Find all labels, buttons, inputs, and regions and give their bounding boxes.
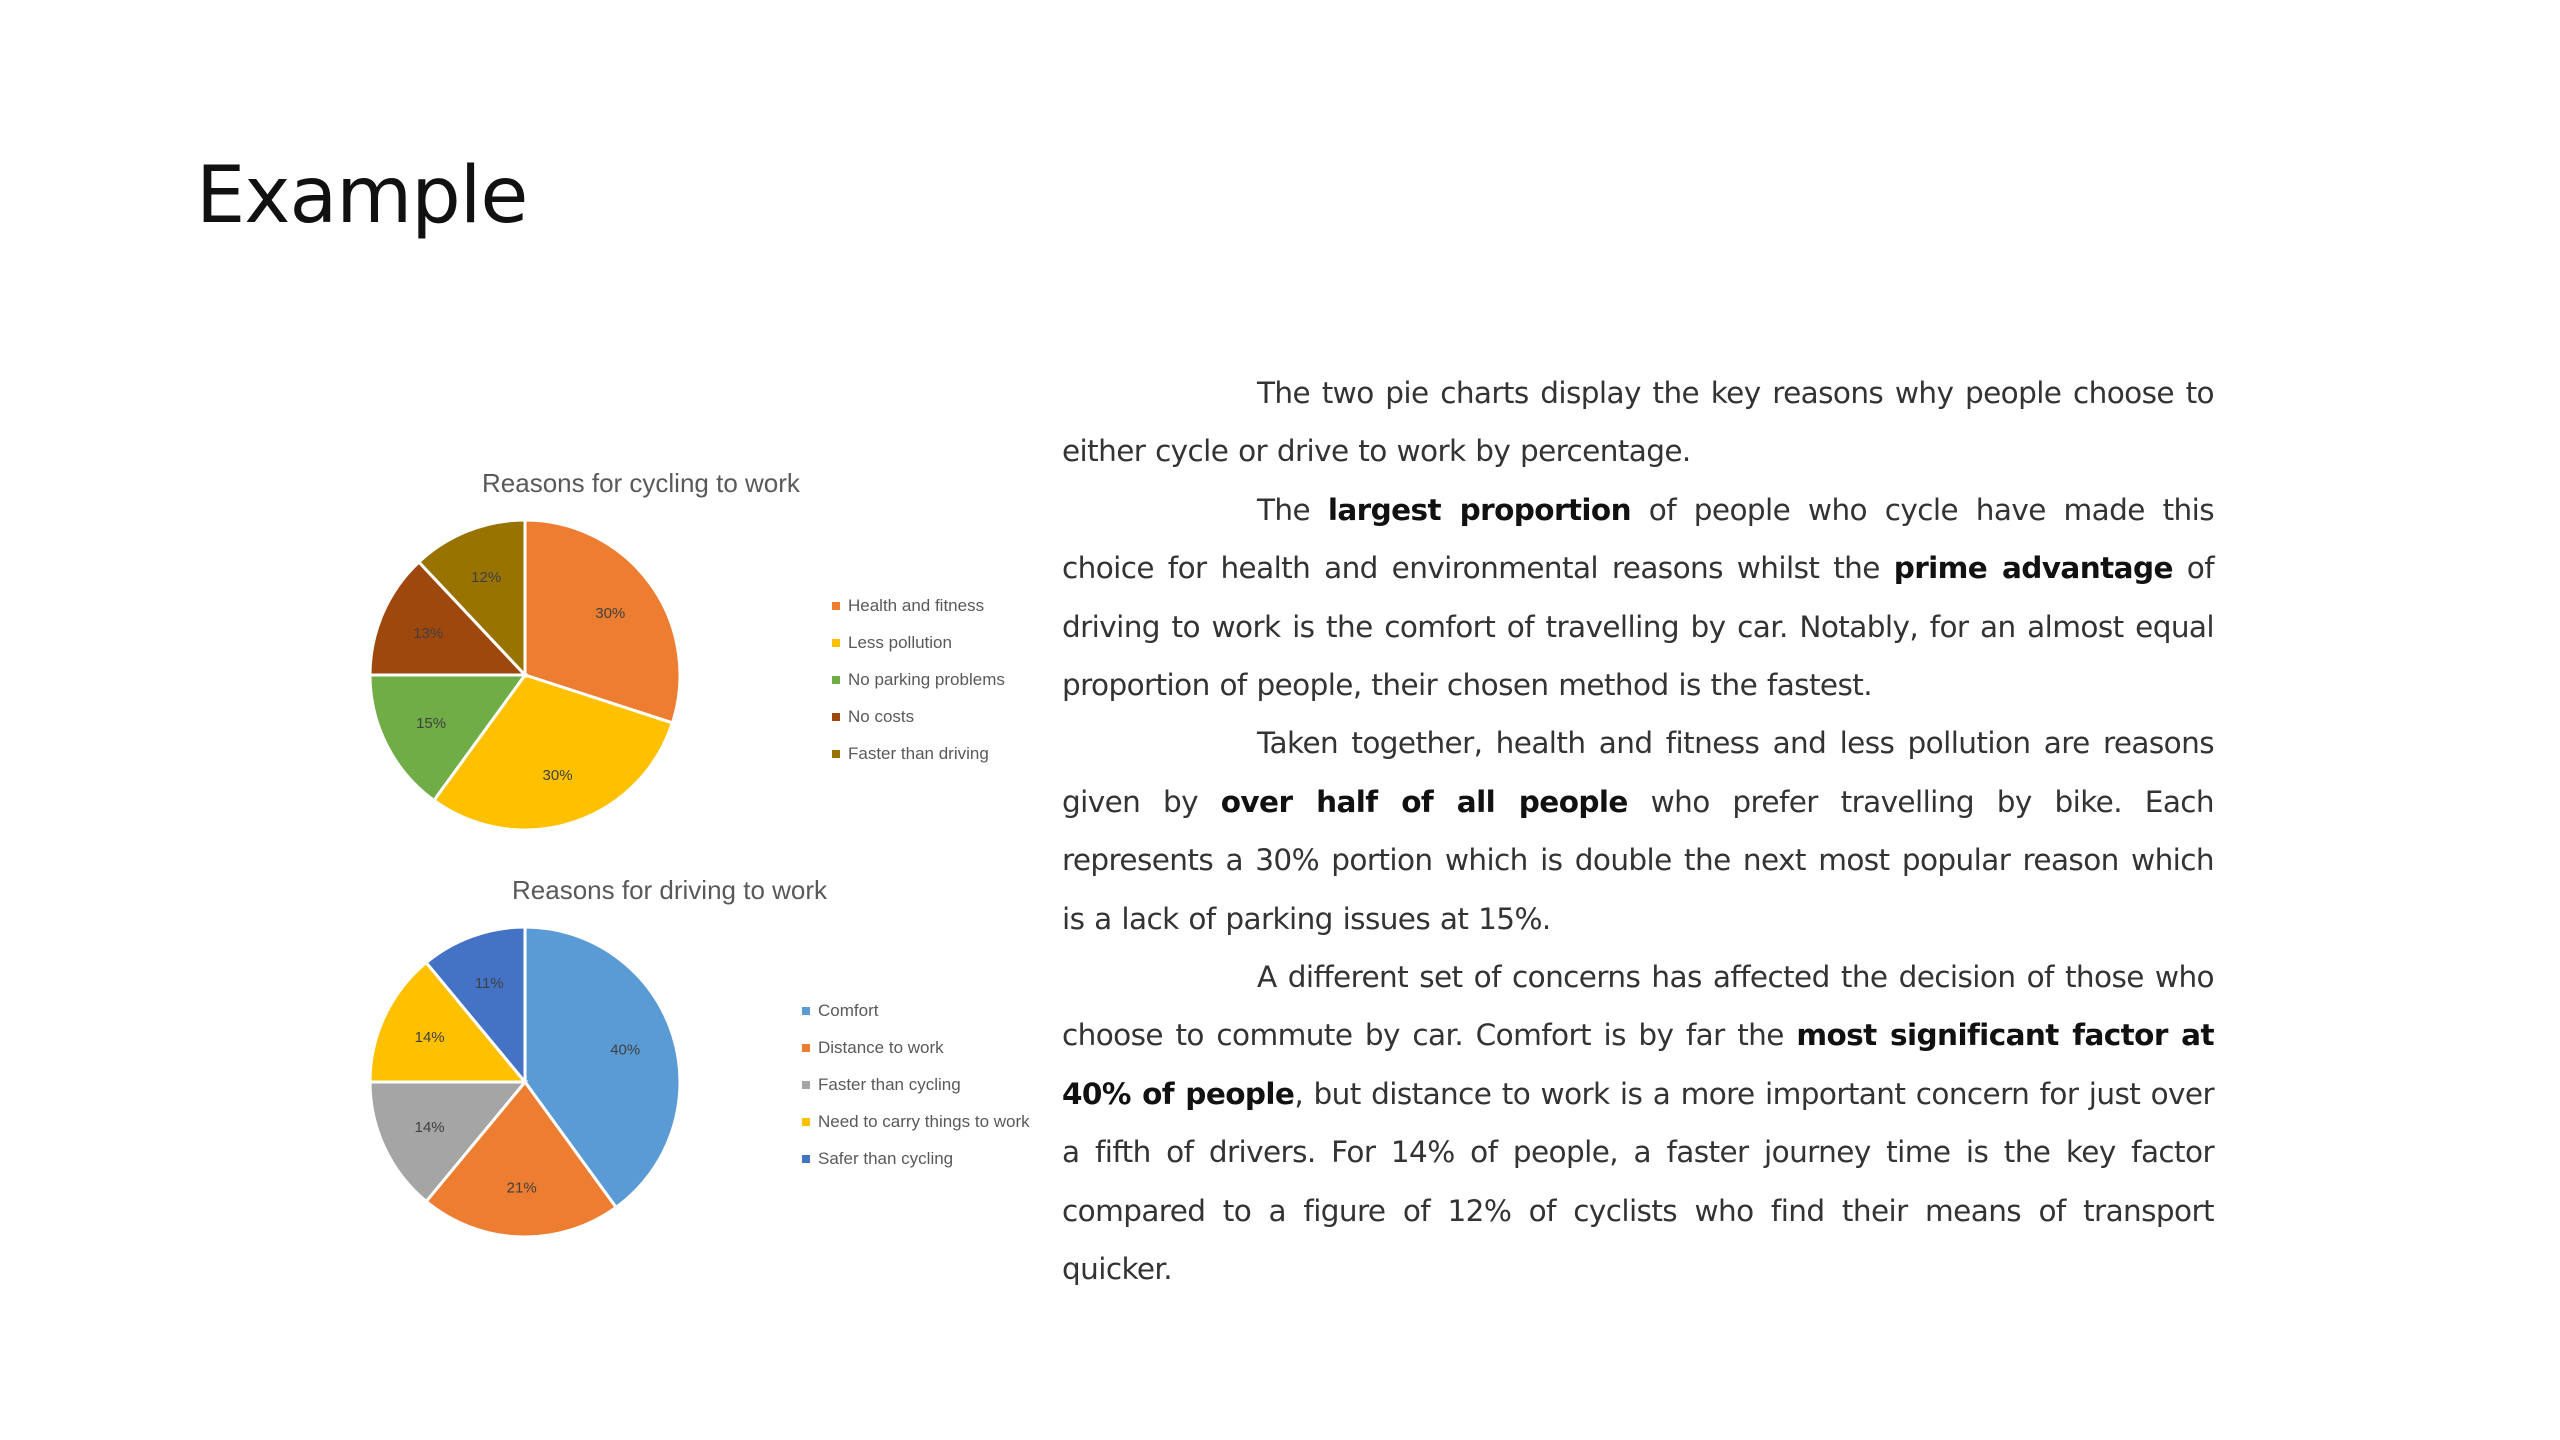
legend-item [832, 735, 1005, 772]
legend-label: No parking problems [848, 669, 1005, 689]
driving-pie [370, 927, 710, 1267]
pie-data-label: 13% [413, 625, 444, 643]
legend-item [802, 1103, 1030, 1140]
legend-label: Less pollution [848, 632, 952, 652]
pie-data-label: 30% [542, 767, 573, 785]
legend-label: Need to carry things to work [818, 1111, 1030, 1131]
slide-title: Example [196, 151, 528, 241]
legend-label: Comfort [818, 1000, 879, 1020]
driving-chart [370, 875, 1060, 1265]
pie-data-label: 40% [610, 1041, 641, 1059]
legend-swatch [832, 602, 840, 610]
legend-item [802, 1029, 1030, 1066]
pie-data-label: 11% [474, 974, 504, 992]
legend-swatch [832, 750, 840, 758]
legend-item [802, 992, 1030, 1029]
paragraph: Taken together, health and fitness and less pollution are reasons given by over half of all people who prefer travelling by bike. Each represents a 30% portion which is double the next most popular reason which is a lack of parking issues at 15%. [1062, 726, 2215, 936]
legend-item [832, 624, 1005, 661]
paragraph: The two pie charts display the key reasons why people choose to either cycle or drive to work by percentage. [1062, 376, 2214, 469]
legend-label: Safer than cycling [818, 1148, 954, 1168]
legend-label: Faster than cycling [818, 1074, 961, 1094]
legend-label: Faster than driving [848, 743, 989, 763]
paragraph: The largest proportion of people who cycle have made this choice for health and environmental reasons whilst the prime advantage of driving to work is the comfort of travelling by car. Notably, for an almost equal proportion of people, their chosen method is the fastest. [1062, 492, 2214, 703]
driving-chart-title: Reasons for driving to work [512, 875, 828, 905]
pie-data-label: 21% [506, 1179, 537, 1197]
pie-data-label: 15% [416, 714, 447, 732]
legend-swatch [832, 713, 840, 721]
emphasis: over half of all people [1220, 784, 1628, 819]
driving-legend [802, 992, 1030, 1177]
legend-item [802, 1066, 1030, 1103]
body-text [1062, 364, 2214, 1299]
legend-item [832, 661, 1005, 698]
legend-swatch [802, 1007, 810, 1015]
legend-swatch [832, 676, 840, 684]
pie-data-label: 14% [414, 1118, 445, 1136]
cycling-pie [370, 520, 710, 860]
emphasis: largest proportion [1327, 492, 1631, 527]
legend-label: No costs [848, 706, 915, 726]
emphasis: most significant factor at 40% of people [1062, 1018, 2214, 1111]
legend-item [832, 698, 1005, 735]
paragraph: A different set of concerns has affected the decision of those who choose to commute by car. Comfort is by far the most significant factor at 40% of people, but distance to work is a more important concern for just over a fifth of drivers. For 14% of people, a faster journey time is the key factor compared to a figure of 12% of cyclists who find their means of transport quicker. [1062, 960, 2214, 1287]
legend-swatch [802, 1155, 810, 1163]
pie-data-label: 14% [414, 1029, 445, 1047]
legend-label: Distance to work [818, 1037, 944, 1057]
legend-swatch [832, 639, 840, 647]
pie-data-label: 30% [595, 605, 626, 623]
legend-item [802, 1140, 1030, 1177]
legend-swatch [802, 1081, 810, 1089]
cycling-chart [370, 468, 1060, 858]
legend-swatch [802, 1044, 810, 1052]
cycling-legend [832, 587, 1005, 772]
legend-item [832, 587, 1005, 624]
legend-label: Health and fitness [848, 595, 985, 615]
legend-swatch [802, 1118, 810, 1126]
pie-data-label: 12% [471, 569, 502, 587]
cycling-chart-title: Reasons for cycling to work [482, 468, 800, 498]
emphasis: prime advantage [1893, 551, 2173, 586]
